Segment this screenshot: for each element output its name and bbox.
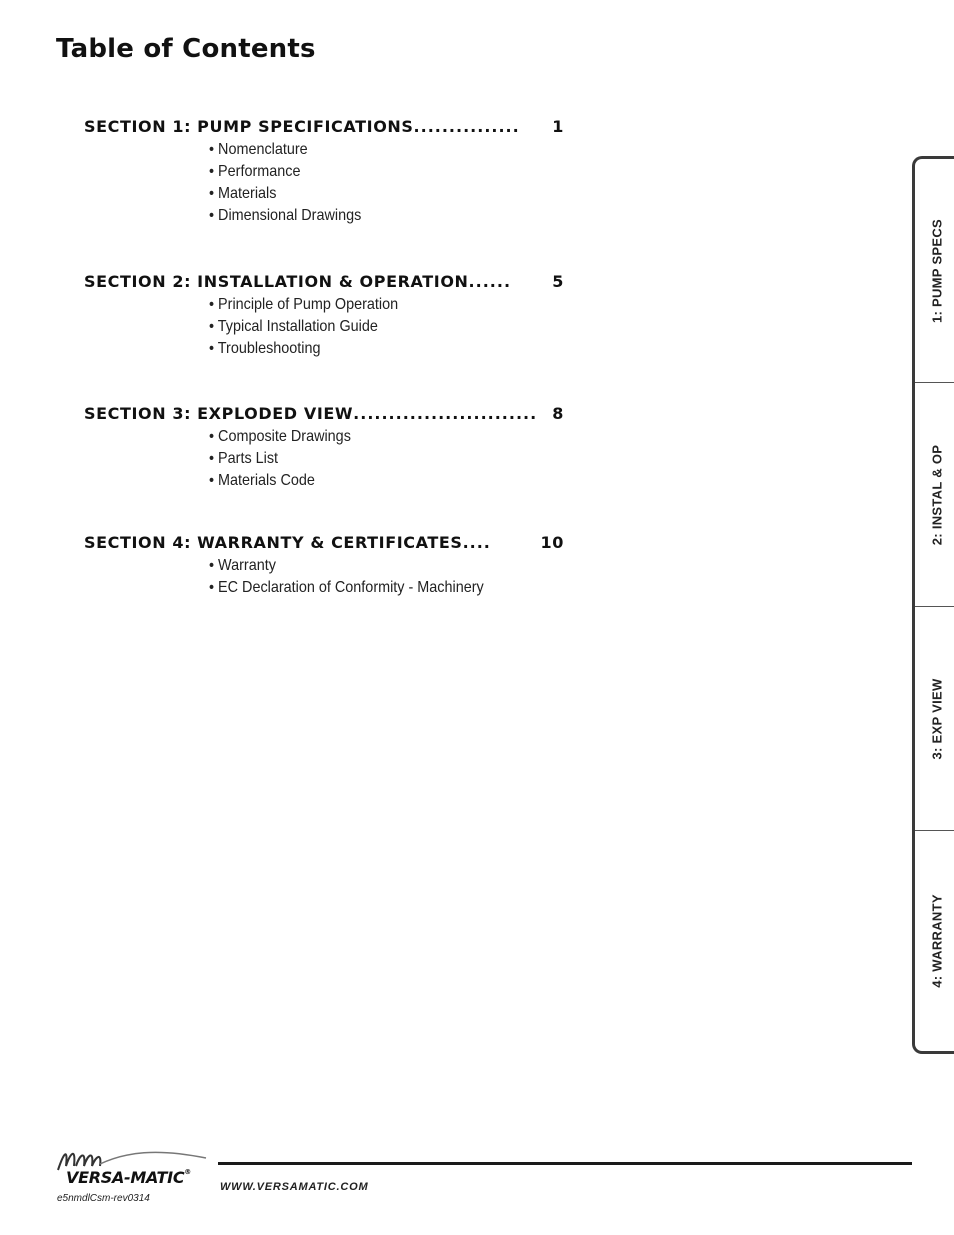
list-item: • Composite Drawings [209,428,351,445]
section-title: WARRANTY & CERTIFICATES [197,533,463,552]
list-item: • Nomenclature [209,141,308,158]
toc-section-3[interactable] [84,404,564,492]
leader-dots: .......................... [353,404,538,423]
tab-label: 4: WARRANTY [929,894,944,988]
section-number: SECTION 2: [84,272,192,291]
section-page-number: 1 [552,117,564,136]
section-items [209,555,564,599]
section-heading[interactable] [84,404,564,424]
section-page-number: 5 [552,272,564,291]
list-item: • Dimensional Drawings [209,207,362,224]
leader-dots: ...... [468,272,512,291]
section-page-number: 8 [552,404,564,423]
section-number: SECTION 1: [84,117,192,136]
tab-label: 1: PUMP SPECS [929,218,944,323]
list-item: • Typical Installation Guide [209,318,378,335]
toc-section-1[interactable] [84,117,564,227]
list-item: • EC Declaration of Conformity - Machinery [209,579,484,596]
tab-warranty[interactable] [915,831,954,1051]
leader-dots: ............... [413,117,520,136]
section-title: EXPLODED VIEW [197,404,354,423]
section-heading[interactable] [84,533,564,553]
footer-divider [218,1162,912,1165]
page-title: Table of Contents [56,34,316,64]
list-item: • Materials Code [209,472,315,489]
section-heading[interactable] [84,117,564,137]
section-title: PUMP SPECIFICATIONS [197,117,414,136]
section-tabs [912,156,954,1054]
section-number: SECTION 4: [84,533,192,552]
section-heading[interactable] [84,272,564,292]
tab-label: 2: INSTAL & OP [929,444,944,545]
leader-dots: .... [462,533,491,552]
tab-pump-specs[interactable] [915,159,954,383]
section-items [209,426,564,492]
toc-section-2[interactable] [84,272,564,360]
document-code: e5nmdlCsm-rev0314 [57,1193,150,1204]
website-link[interactable]: WWW.VERSAMATIC.COM [220,1181,369,1193]
list-item: • Troubleshooting [209,340,321,357]
tab-label: 3: EXP VIEW [929,677,944,760]
section-items [209,294,564,360]
section-page-number: 10 [540,533,564,552]
list-item: • Principle of Pump Operation [209,296,399,313]
section-items [209,139,564,227]
list-item: • Performance [209,163,301,180]
section-title: INSTALLATION & OPERATION [197,272,469,291]
section-number: SECTION 3: [84,404,192,423]
list-item: • Materials [209,185,277,202]
tab-instal-op[interactable] [915,383,954,607]
list-item: • Parts List [209,450,279,467]
logo-wordmark: VERSA-MATIC® [66,1168,191,1187]
list-item: • Warranty [209,557,276,574]
tab-exp-view[interactable] [915,607,954,831]
toc-section-4[interactable] [84,533,564,599]
